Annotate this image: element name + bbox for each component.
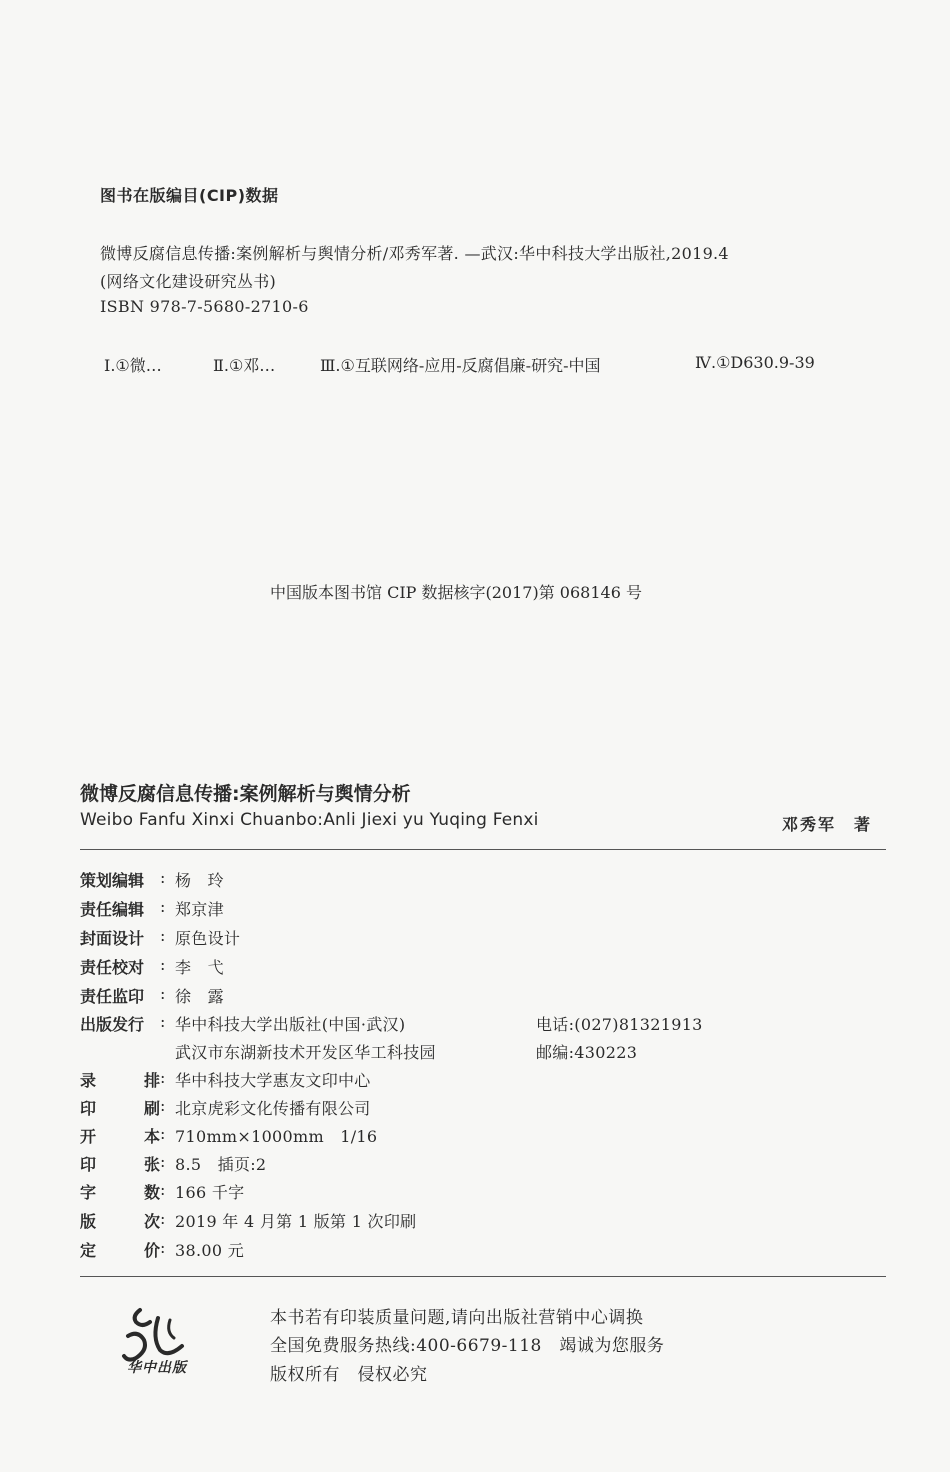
colon: : xyxy=(160,868,166,887)
publisher-address: 武汉市东湖新技术开发区华工科技园 xyxy=(175,1043,436,1062)
spec-label xyxy=(80,1124,160,1147)
colon: : xyxy=(160,1012,166,1031)
spec-label-char: 本 xyxy=(143,1127,160,1146)
spec-label-char: 录 xyxy=(80,1071,97,1090)
credit-label: 封面设计 xyxy=(80,929,145,948)
colon: : xyxy=(160,1124,166,1143)
spec-label xyxy=(80,1068,160,1091)
spec-label xyxy=(80,1238,160,1261)
colon: : xyxy=(160,897,166,916)
colon: : xyxy=(160,1096,166,1115)
spec-label-char: 排 xyxy=(143,1071,160,1090)
spec-value-sheets: 8.5 插页:2 xyxy=(175,1155,267,1174)
cip-class-3: Ⅲ.①互联网络-应用-反腐倡廉-研究-中国 xyxy=(320,356,601,375)
publisher-label: 出版发行 xyxy=(80,1015,145,1034)
spec-label-char: 刷 xyxy=(143,1099,160,1118)
colon: : xyxy=(160,1152,166,1171)
cip-class-1: Ⅰ.①微… xyxy=(104,356,162,375)
footer-hotline: 全国免费服务热线:400-6679-118 竭诚为您服务 xyxy=(270,1336,665,1356)
credit-label: 责任监印 xyxy=(80,987,145,1006)
spec-value-edition: 2019 年 4 月第 1 版第 1 次印刷 xyxy=(175,1212,417,1231)
cip-isbn: ISBN 978-7-5680-2710-6 xyxy=(100,297,309,316)
spec-label-char: 价 xyxy=(143,1241,160,1260)
spec-value-format: 710mm×1000mm 1/16 xyxy=(175,1127,378,1146)
colon: : xyxy=(160,955,166,974)
colon: : xyxy=(160,926,166,945)
cip-class-2: Ⅱ.①邓… xyxy=(213,356,276,375)
spec-label xyxy=(80,1152,160,1175)
logo-text: 华中出版 xyxy=(127,1360,187,1376)
footer-quality-notice: 本书若有印装质量问题,请向出版社营销中心调换 xyxy=(270,1308,644,1328)
credit-value: 李 弋 xyxy=(175,958,224,977)
credit-value: 原色设计 xyxy=(175,929,241,948)
colon: : xyxy=(160,1209,166,1228)
divider-bottom xyxy=(80,1276,886,1277)
divider-top xyxy=(80,849,886,850)
publisher-phone: 电话:(027)81321913 xyxy=(536,1015,703,1034)
colon: : xyxy=(160,1238,166,1257)
spec-label-char: 印 xyxy=(80,1155,97,1174)
spec-value-wordcount: 166 千字 xyxy=(175,1183,245,1202)
spec-label xyxy=(80,1180,160,1203)
spec-label-char: 字 xyxy=(80,1183,97,1202)
publisher-name: 华中科技大学出版社(中国·武汉) xyxy=(175,1015,406,1034)
footer-copyright: 版权所有 侵权必究 xyxy=(270,1365,428,1385)
credit-label: 责任编辑 xyxy=(80,900,145,919)
book-title: 微博反腐信息传播:案例解析与舆情分析 xyxy=(80,783,411,805)
credit-value: 郑京津 xyxy=(175,900,224,919)
colon: : xyxy=(160,1068,166,1087)
spec-label-char: 版 xyxy=(80,1212,97,1231)
credit-label: 策划编辑 xyxy=(80,871,145,890)
spec-label-char: 数 xyxy=(143,1183,160,1202)
spec-value-printer: 北京虎彩文化传播有限公司 xyxy=(175,1099,371,1118)
credit-value: 杨 玲 xyxy=(175,871,224,890)
colon: : xyxy=(160,984,166,1003)
spec-label-char: 开 xyxy=(80,1127,97,1146)
book-author: 邓秀军 著 xyxy=(782,815,873,834)
cip-heading: 图书在版编目(CIP)数据 xyxy=(100,186,279,205)
spec-value-price: 38.00 元 xyxy=(175,1241,244,1260)
spec-label-char: 张 xyxy=(143,1155,160,1174)
credit-value: 徐 露 xyxy=(175,987,224,1006)
spec-label-char: 次 xyxy=(143,1212,160,1231)
spec-value-typesetting: 华中科技大学惠友文印中心 xyxy=(175,1071,371,1090)
publisher-postcode: 邮编:430223 xyxy=(536,1043,638,1062)
spec-label xyxy=(80,1209,160,1232)
spec-label-char: 定 xyxy=(80,1241,97,1260)
spec-label xyxy=(80,1096,160,1119)
cip-verification: 中国版本图书馆 CIP 数据核字(2017)第 068146 号 xyxy=(270,583,642,602)
colon: : xyxy=(160,1180,166,1199)
cip-series-line: (网络文化建设研究丛书) xyxy=(100,272,277,291)
spec-label-char: 印 xyxy=(80,1099,97,1118)
cip-class-4: Ⅳ.①D630.9-39 xyxy=(695,353,815,372)
book-title-pinyin: Weibo Fanfu Xinxi Chuanbo:Anli Jiexi yu Yuqing Fenxi xyxy=(80,810,539,830)
cip-entry-line: 微博反腐信息传播:案例解析与舆情分析/邓秀军著. —武汉:华中科技大学出版社,2019.4 xyxy=(100,244,729,263)
credit-label: 责任校对 xyxy=(80,958,145,977)
